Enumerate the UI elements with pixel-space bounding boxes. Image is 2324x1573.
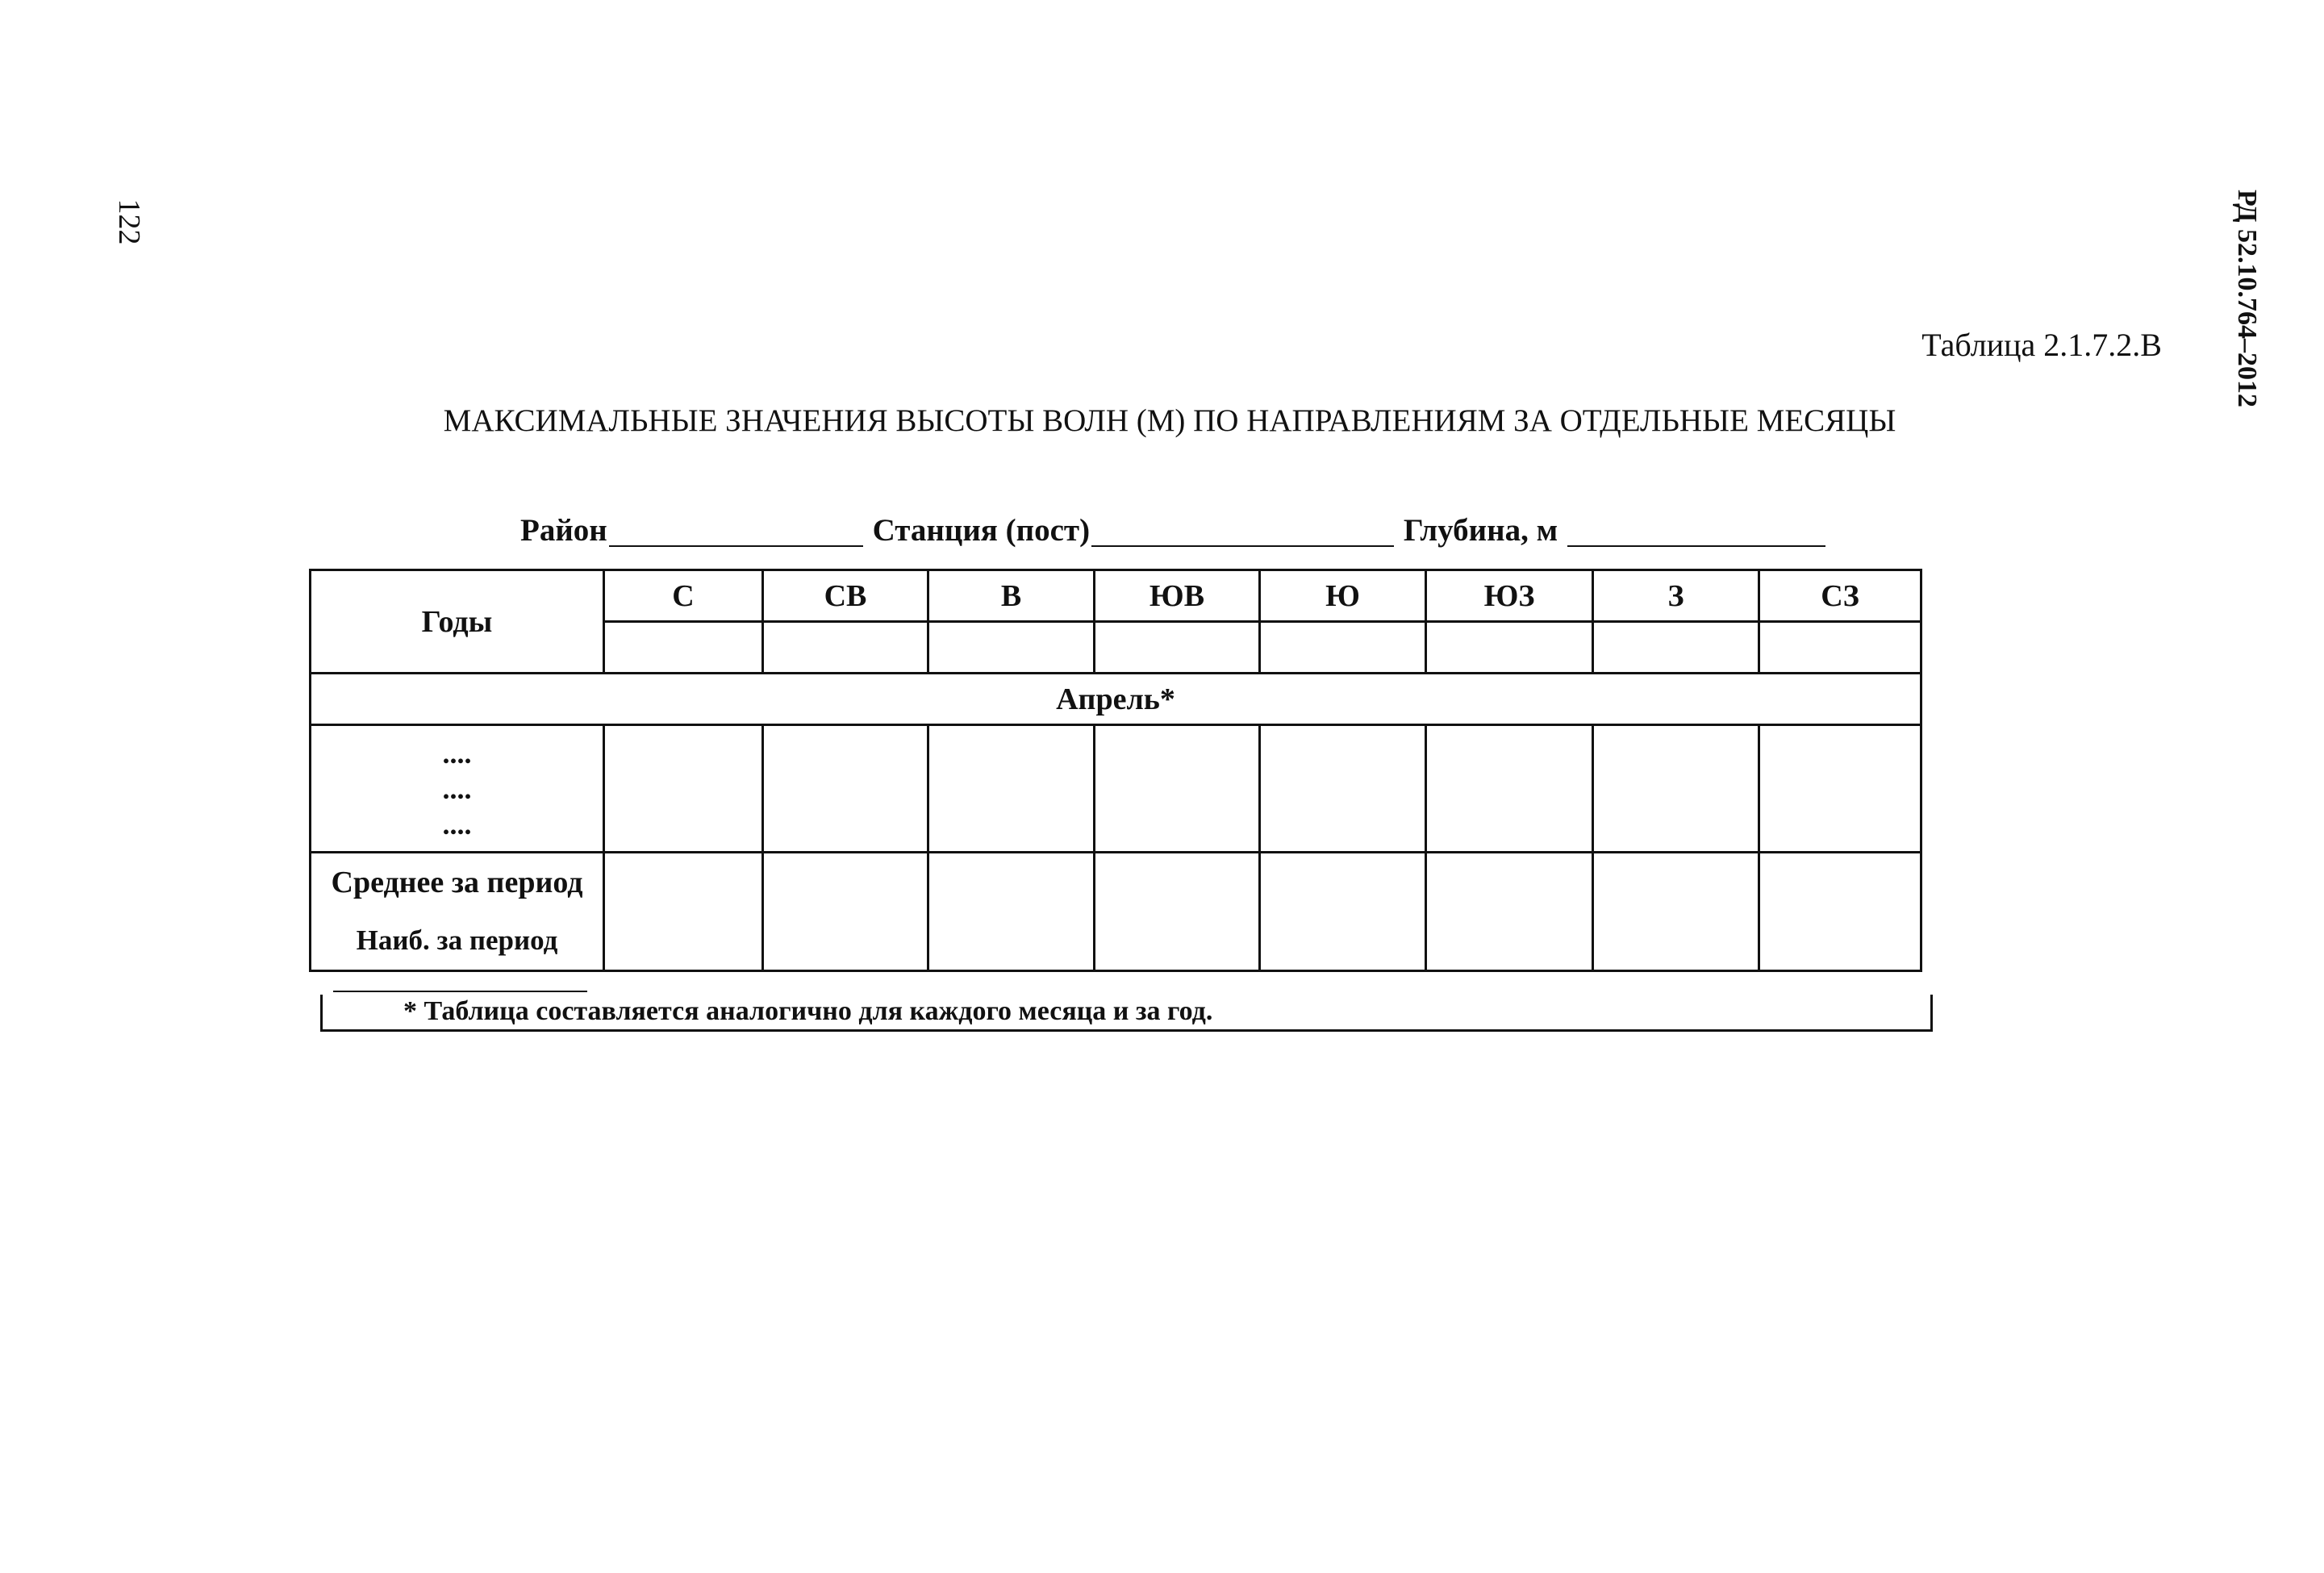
blank-header-cell [1593,622,1759,674]
summary-cell [1759,853,1921,971]
data-cell [604,725,763,853]
table-number: Таблица 2.1.7.2.В [1921,327,2162,363]
summary-mean-label: Среднее за период [331,866,583,899]
direction-header: З [1593,570,1759,622]
summary-cell [763,853,928,971]
placeholder-dots: .... [442,736,472,770]
years-header: Годы [311,570,604,674]
footnote-separator [333,991,587,992]
placeholder-dots: .... [442,772,472,805]
wave-height-table [309,569,1922,972]
summary-cell [604,853,763,971]
station-blank [1091,513,1394,547]
direction-header: СЗ [1759,570,1921,622]
station-label: Станция (пост) [872,513,1091,548]
depth-label: Глубина, м [1403,513,1558,548]
depth-blank [1567,513,1825,547]
summary-max-label: Наиб. за период [356,924,558,956]
direction-header: ЮЗ [1426,570,1593,622]
document-code: РД 52.10.764–2012 [2232,189,2262,408]
placeholder-dots: .... [442,807,472,841]
data-cell [1260,725,1426,853]
form-header-line [520,508,1827,553]
data-cell [1759,725,1921,853]
month-row [311,674,1921,725]
page-number: 122 [112,198,146,245]
data-cell [1593,725,1759,853]
years-placeholder-cell [311,725,604,853]
summary-cell [928,853,1095,971]
region-blank [609,513,863,547]
direction-header: Ю [1260,570,1426,622]
data-cell [1095,725,1260,853]
summary-row [311,853,1921,971]
summary-cell [1095,853,1260,971]
direction-header: С [604,570,763,622]
direction-header: ЮВ [1095,570,1260,622]
summary-cell [1593,853,1759,971]
data-cell [1426,725,1593,853]
blank-header-cell [763,622,928,674]
blank-header-cell [1260,622,1426,674]
region-label: Район [520,513,607,548]
month-label: Апрель* [311,674,1921,725]
summary-cell [1260,853,1426,971]
blank-header-cell [928,622,1095,674]
blank-header-cell [604,622,763,674]
blank-header-cell [1095,622,1260,674]
data-cell [928,725,1095,853]
blank-header-cell [1759,622,1921,674]
data-row-years [311,725,1921,853]
header-row-directions [311,570,1921,622]
footnote-text: * Таблица составляется аналогично для каждого месяца и за год. [403,996,1213,1026]
summary-cell [1426,853,1593,971]
blank-header-cell [1426,622,1593,674]
summary-labels-cell [311,853,604,971]
direction-header: СВ [763,570,928,622]
page-title: МАКСИМАЛЬНЫЕ ЗНАЧЕНИЯ ВЫСОТЫ ВОЛН (М) ПО НАПРАВЛЕНИЯМ ЗА ОТДЕЛЬНЫЕ МЕСЯЦЫ [443,403,1896,438]
data-cell [763,725,928,853]
direction-header: В [928,570,1095,622]
